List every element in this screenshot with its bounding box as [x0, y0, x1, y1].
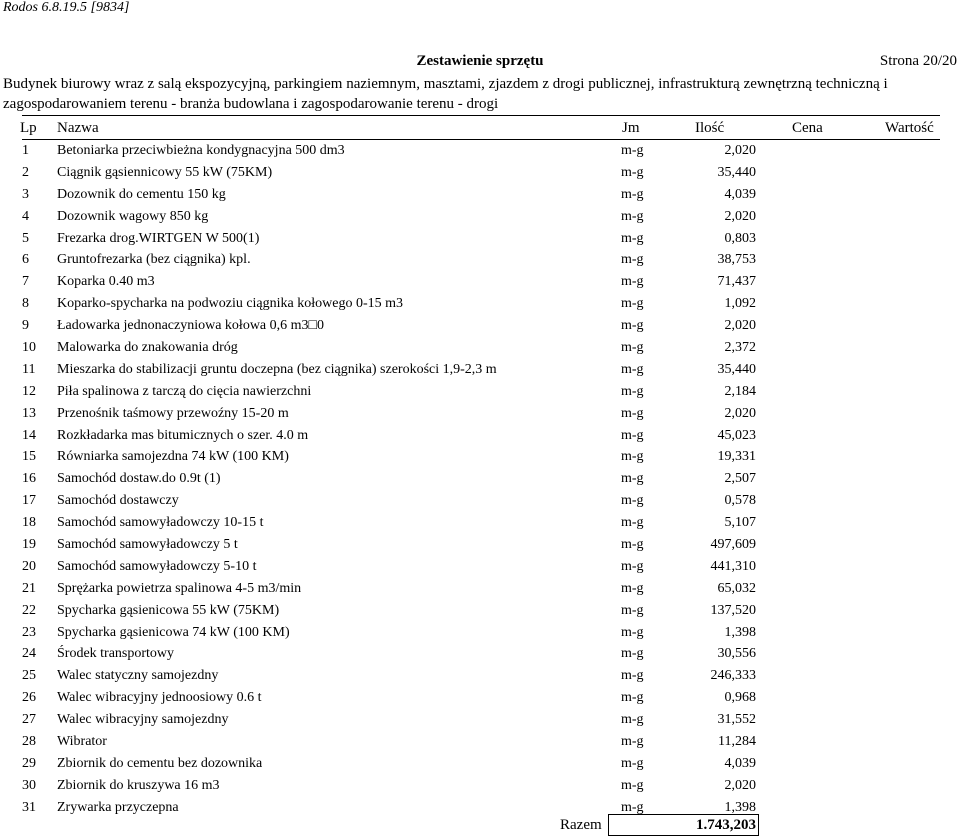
table-row: [0, 140, 960, 162]
row-jm: m-g: [621, 493, 644, 509]
row-nazwa: Betoniarka przeciwbieżna kondygnacyjna 500 dm3: [57, 143, 345, 158]
row-lp: 18: [22, 515, 36, 531]
table-row: [0, 512, 960, 534]
row-ilosc: 2,020: [724, 318, 756, 334]
table-row: [0, 797, 960, 819]
row-ilosc: 2,184: [724, 383, 756, 399]
header-nazwa: Nazwa: [57, 120, 99, 136]
table-row: [0, 556, 960, 578]
table-row: [0, 446, 960, 468]
row-jm: m-g: [621, 799, 644, 815]
row-lp: 21: [22, 580, 36, 596]
row-jm: m-g: [621, 208, 644, 224]
summary-label: Razem: [560, 817, 602, 833]
row-nazwa: Wibrator: [57, 734, 107, 750]
row-jm: m-g: [621, 230, 644, 246]
row-nazwa: Samochód samowyładowczy 5-10 t: [57, 558, 257, 574]
row-lp: 13: [22, 405, 36, 421]
row-nazwa: Walec statyczny samojezdny: [57, 668, 219, 684]
row-lp: 9: [22, 318, 29, 334]
row-ilosc: 38,753: [717, 252, 756, 268]
row-lp: 29: [22, 755, 36, 771]
row-jm: m-g: [621, 602, 644, 618]
row-ilosc: 137,520: [710, 602, 756, 618]
row-jm: m-g: [621, 164, 644, 180]
table-row: [0, 162, 960, 184]
table-row: [0, 206, 960, 228]
row-ilosc: 0,968: [724, 690, 756, 706]
row-ilosc: 2,507: [724, 471, 756, 487]
row-lp: 1: [22, 143, 29, 158]
row-ilosc: 19,331: [717, 449, 756, 465]
row-jm: m-g: [621, 296, 644, 312]
row-nazwa: Samochód samowyładowczy 10-15 t: [57, 515, 264, 531]
row-ilosc: 246,333: [710, 668, 756, 684]
row-lp: 22: [22, 602, 36, 618]
equipment-table: [0, 140, 960, 819]
row-jm: m-g: [621, 712, 644, 728]
row-nazwa: Ładowarka jednonaczyniowa kołowa 0,6 m3□0: [57, 318, 324, 334]
row-lp: 27: [22, 712, 36, 728]
row-lp: 8: [22, 296, 29, 312]
row-ilosc: 71,437: [717, 274, 756, 290]
row-nazwa: Sprężarka powietrza spalinowa 4-5 m3/min: [57, 580, 302, 596]
row-ilosc: 2,372: [724, 340, 756, 356]
row-nazwa: Dozownik do cementu 150 kg: [57, 186, 226, 202]
row-lp: 5: [22, 230, 29, 246]
row-jm: m-g: [621, 668, 644, 684]
table-row: [0, 293, 960, 315]
row-jm: m-g: [621, 624, 644, 640]
row-jm: m-g: [621, 252, 644, 268]
row-jm: m-g: [621, 471, 644, 487]
table-row: [0, 337, 960, 359]
row-ilosc: 441,310: [710, 558, 756, 574]
row-lp: 2: [22, 164, 29, 180]
row-jm: m-g: [621, 558, 644, 574]
row-lp: 4: [22, 208, 29, 224]
row-lp: 7: [22, 274, 29, 290]
row-ilosc: 5,107: [724, 515, 756, 531]
table-row: [0, 315, 960, 337]
row-lp: 19: [22, 537, 36, 553]
row-nazwa: Środek transportowy: [57, 646, 175, 662]
row-jm: m-g: [621, 383, 644, 399]
row-nazwa: Piła spalinowa z tarczą do cięcia nawierzchni: [57, 383, 312, 399]
row-ilosc: 35,440: [717, 164, 756, 180]
row-ilosc: 1,398: [724, 624, 756, 640]
row-lp: 17: [22, 493, 36, 509]
table-row: [0, 228, 960, 250]
table-row: [0, 578, 960, 600]
row-jm: m-g: [621, 690, 644, 706]
row-nazwa: Rozkładarka mas bitumicznych o szer. 4.0 m: [57, 427, 309, 443]
row-lp: 10: [22, 340, 36, 356]
table-row: [0, 775, 960, 797]
row-ilosc: 4,039: [724, 186, 756, 202]
row-lp: 15: [22, 449, 36, 465]
row-jm: m-g: [621, 537, 644, 553]
document-title: Zestawienie sprzętu: [416, 53, 544, 69]
row-ilosc: 35,440: [717, 361, 756, 377]
row-ilosc: 11,284: [718, 734, 756, 750]
row-nazwa: Walec wibracyjny jednoosiowy 0.6 t: [57, 690, 262, 706]
row-nazwa: Zbiornik do kruszywa 16 m3: [57, 777, 220, 793]
row-nazwa: Spycharka gąsienicowa 74 kW (100 KM): [57, 624, 290, 640]
row-ilosc: 2,020: [724, 208, 756, 224]
row-lp: 30: [22, 777, 36, 793]
row-jm: m-g: [621, 361, 644, 377]
row-ilosc: 0,578: [724, 493, 756, 509]
table-row: [0, 687, 960, 709]
app-version: Rodos 6.8.19.5 [9834]: [3, 0, 130, 15]
header-cena: Cena: [792, 120, 823, 136]
row-nazwa: Frezarka drog.WIRTGEN W 500(1): [57, 230, 260, 246]
row-jm: m-g: [621, 734, 644, 750]
table-row: [0, 249, 960, 271]
header-lp: Lp: [20, 120, 37, 136]
row-lp: 14: [22, 427, 36, 443]
row-jm: m-g: [621, 777, 644, 793]
row-nazwa: Samochód dostawczy: [57, 493, 179, 509]
row-jm: m-g: [621, 143, 644, 158]
table-row: [0, 184, 960, 206]
row-nazwa: Koparko-spycharka na podwoziu ciągnika kołowego 0-15 m3: [57, 296, 404, 312]
row-lp: 25: [22, 668, 36, 684]
summary-divider: [608, 814, 609, 836]
row-nazwa: Mieszarka do stabilizacji gruntu doczepna (bez ciągnika) szerokości 1,9-2,3 m: [57, 361, 497, 377]
row-jm: m-g: [621, 340, 644, 356]
summary-value: 1.743,203: [696, 817, 756, 833]
row-jm: m-g: [621, 318, 644, 334]
page-number: Strona 20/20: [879, 53, 957, 69]
row-jm: m-g: [621, 755, 644, 771]
row-lp: 24: [22, 646, 36, 662]
row-nazwa: Dozownik wagowy 850 kg: [57, 208, 209, 224]
header-jm: Jm: [622, 120, 640, 136]
table-row: [0, 403, 960, 425]
row-ilosc: 1,398: [724, 799, 756, 815]
table-row: [0, 381, 960, 403]
row-lp: 3: [22, 186, 29, 202]
row-lp: 11: [22, 361, 36, 377]
row-nazwa: Malowarka do znakowania dróg: [57, 340, 238, 356]
row-jm: m-g: [621, 186, 644, 202]
row-lp: 31: [22, 799, 36, 815]
row-ilosc: 31,552: [717, 712, 756, 728]
table-row: [0, 665, 960, 687]
row-jm: m-g: [621, 580, 644, 596]
row-ilosc: 2,020: [724, 777, 756, 793]
row-lp: 23: [22, 624, 36, 640]
header-wartosc: Wartość: [885, 120, 934, 136]
row-jm: m-g: [621, 405, 644, 421]
row-nazwa: Zrywarka przyczepna: [57, 799, 179, 815]
row-jm: m-g: [621, 646, 644, 662]
row-jm: m-g: [621, 274, 644, 290]
table-row: [0, 731, 960, 753]
table-row: [0, 271, 960, 293]
row-jm: m-g: [621, 515, 644, 531]
row-nazwa: Gruntofrezarka (bez ciągnika) kpl.: [57, 252, 251, 268]
row-lp: 26: [22, 690, 36, 706]
table-row: [0, 600, 960, 622]
row-lp: 28: [22, 734, 36, 750]
row-nazwa: Koparka 0.40 m3: [57, 274, 155, 290]
row-lp: 12: [22, 383, 36, 399]
table-row: [0, 643, 960, 665]
document-subtitle: Budynek biurowy wraz z salą ekspozycyjną, parkingiem naziemnym, masztami, zjazdem z drogi publicznej, infrastrukturą zewnętrzną techniczną i zagospodarowaniem terenu - branża budowlana i zagospodarowanie terenu - drogi: [3, 76, 888, 112]
row-lp: 20: [22, 558, 36, 574]
row-nazwa: Równiarka samojezdna 74 kW (100 KM): [57, 449, 289, 465]
row-ilosc: 1,092: [724, 296, 756, 312]
row-lp: 6: [22, 252, 29, 268]
header-ilosc: Ilość: [695, 120, 725, 136]
row-nazwa: Samochód samowyładowczy 5 t: [57, 537, 238, 553]
row-nazwa: Przenośnik taśmowy przewoźny 15-20 m: [57, 405, 289, 421]
row-ilosc: 2,020: [724, 405, 756, 421]
table-row: [0, 425, 960, 447]
row-jm: m-g: [621, 449, 644, 465]
row-nazwa: Walec wibracyjny samojezdny: [57, 712, 229, 728]
table-row: [0, 468, 960, 490]
row-ilosc: 45,023: [717, 427, 756, 443]
header-top-rule: [22, 115, 940, 116]
row-jm: m-g: [621, 427, 644, 443]
row-ilosc: 4,039: [724, 755, 756, 771]
row-nazwa: Spycharka gąsienicowa 55 kW (75KM): [57, 602, 280, 618]
table-row: [0, 534, 960, 556]
table-row: [0, 359, 960, 381]
row-ilosc: 30,556: [717, 646, 756, 662]
row-lp: 16: [22, 471, 36, 487]
row-ilosc: 0,803: [724, 230, 756, 246]
row-ilosc: 65,032: [717, 580, 756, 596]
table-row: [0, 753, 960, 775]
table-row: [0, 709, 960, 731]
table-row: [0, 622, 960, 644]
row-nazwa: Samochód dostaw.do 0.9t (1): [57, 471, 221, 487]
row-ilosc: 2,020: [724, 143, 756, 158]
table-row: [0, 490, 960, 512]
row-nazwa: Ciągnik gąsiennicowy 55 kW (75KM): [57, 164, 273, 180]
row-nazwa: Zbiornik do cementu bez dozownika: [57, 755, 263, 771]
row-ilosc: 497,609: [710, 537, 756, 553]
